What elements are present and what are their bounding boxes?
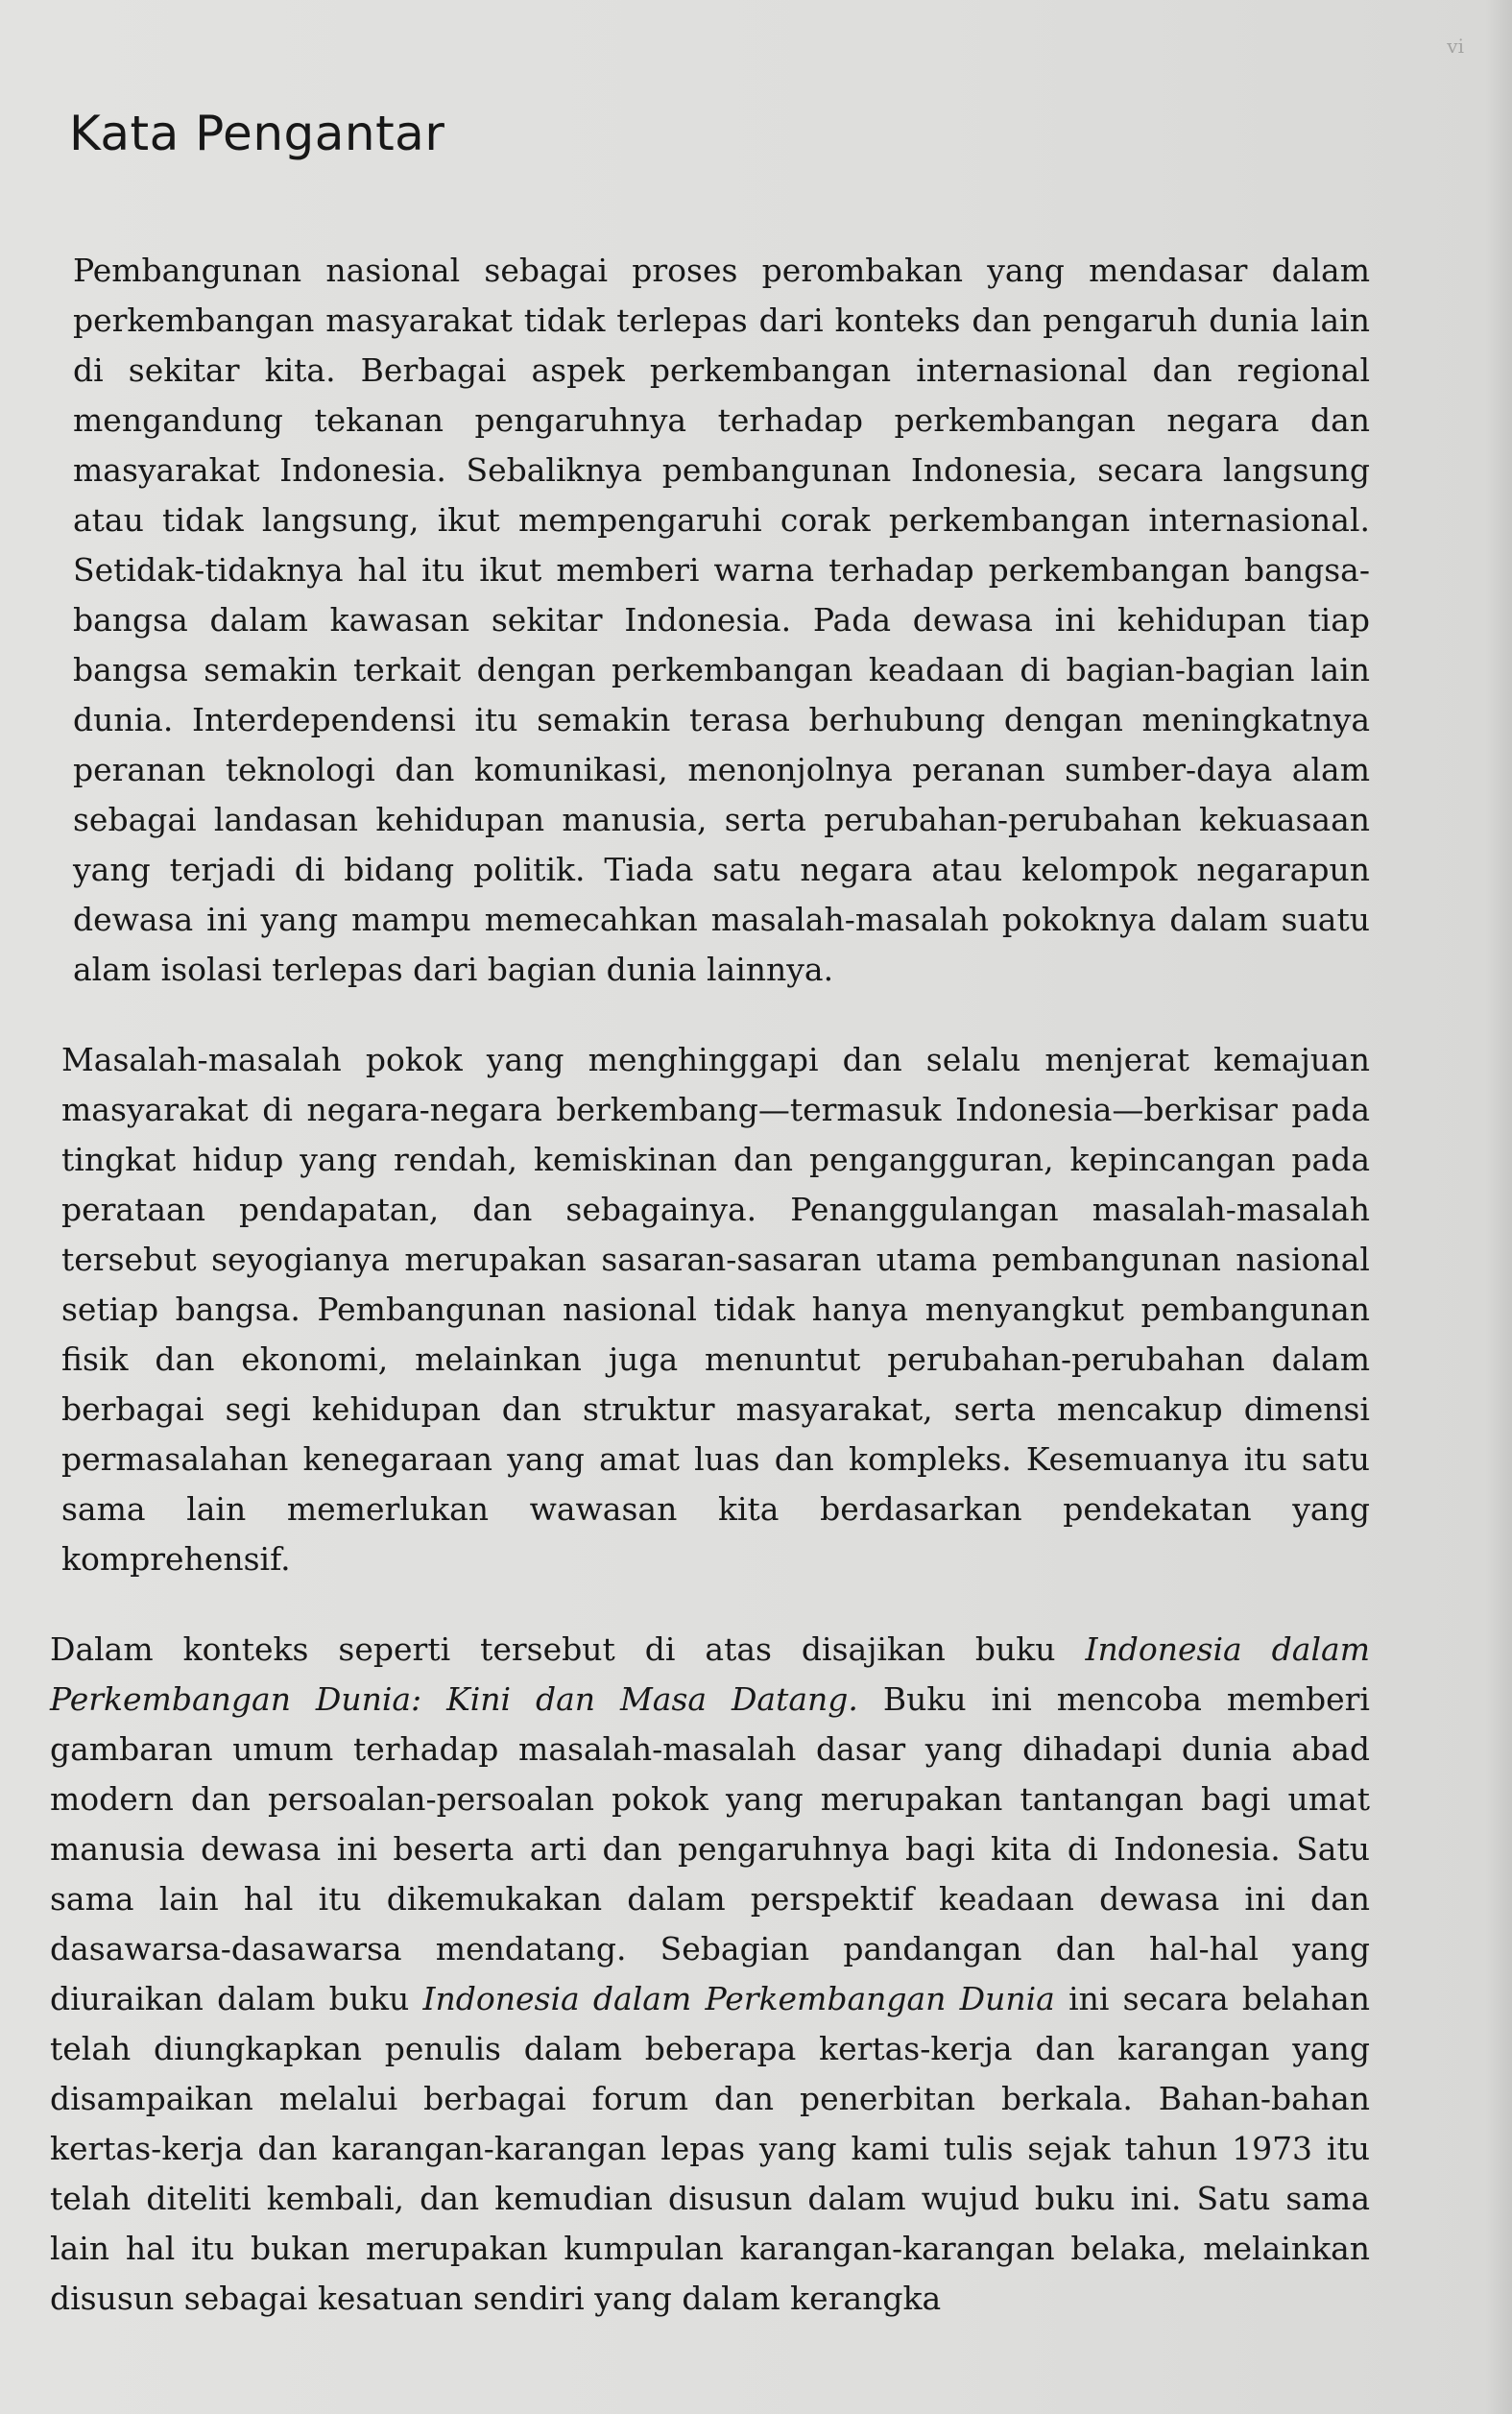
page-content	[50, 106, 1371, 2324]
paragraph-3	[50, 1625, 1370, 2324]
paragraph-1: Pembangunan nasional sebagai proses perombakan yang mendasar dalam perkembangan masyarakat tidak terlepas dari konteks dan pengaruh dunia lain di sekitar kita. Berbagai aspek perkembangan internasional dan regional mengandung tekanan pengaruhnya terhadap perkembangan negara dan masyarakat Indonesia. Sebaliknya pembangunan Indonesia, secara langsung atau tidak langsung, ikut mempengaruhi corak perkembangan internasional. Setidak-tidaknya hal itu ikut memberi warna terhadap perkembangan bangsa-bangsa dalam kawasan sekitar Indonesia. Pada dewasa ini kehidupan tiap bangsa semakin terkait dengan perkembangan keadaan di bagian-bagian lain dunia. Interdependensi itu semakin terasa berhubung dengan meningkatnya peranan teknologi dan komunikasi, menonjolnya peranan sumber-daya alam sebagai landasan kehidupan manusia, serta perubahan-perubahan kekuasaan yang terjadi di bidang politik. Tiada satu negara atau kelompok negarapun dewasa ini yang mampu memecahkan masalah-masalah pokoknya dalam suatu alam isolasi terlepas dari bagian dunia lainnya.	[73, 252, 1370, 988]
page-edge-shadow	[1485, 0, 1512, 2414]
paragraph-3-text-b: Buku ini mencoba memberi gambaran umum terhadap masalah-masalah dasar yang dihadapi dunia abad modern dan persoalan-persoalan pokok yang merupakan tantangan bagi umat manusia dewasa ini beserta arti dan pengaruhnya bagi kita di Indonesia. Satu sama lain hal itu dikemukakan dalam perspektif keadaan dewasa ini dan dasawarsa-dasawarsa mendatang. Sebagian pandangan dan hal-hal yang diuraikan dalam buku	[50, 1680, 1370, 2017]
paragraph-3-text-a: Dalam konteks seperti tersebut di atas disajikan buku	[50, 1630, 1086, 1668]
page-title: Kata Pengantar	[69, 106, 445, 161]
book-title-full: Indonesia dalam Perkembangan Dunia: Kini dan Masa Datang.	[50, 1630, 1371, 1718]
page-number: vi	[1447, 35, 1464, 58]
paragraph-2: Masalah-masalah pokok yang menghinggapi dan selalu menjerat kemajuan masyarakat di negara-negara berkembang—termasuk Indonesia—berkisar pada tingkat hidup yang rendah, kemiskinan dan pengangguran, kepincangan pada perataan pendapatan, dan sebagainya. Penanggulangan masalah-masalah tersebut seyogianya merupakan sasaran-sasaran utama pembangunan nasional setiap bangsa. Pembangunan nasional tidak hanya menyangkut pembangunan fisik dan ekonomi, melainkan juga menuntut perubahan-perubahan dalam berbagai segi kehidupan dan struktur masyarakat, serta mencakup dimensi permasalahan kenegaraan yang amat luas dan kompleks. Kesemuanya itu satu sama lain memerlukan wawasan kita berdasarkan pendekatan yang komprehensif.	[61, 1041, 1370, 1578]
book-title-short: Indonesia dalam Perkembangan Dunia	[422, 1980, 1055, 2017]
paragraph-3-text-c: ini secara belahan telah diungkapkan penulis dalam beberapa kertas-kerja dan karangan yang disampaikan melalui berbagai forum dan penerbitan berkala. Bahan-bahan kertas-kerja dan karangan-karangan lepas yang kami tulis sejak tahun 1973 itu telah diteliti kembali, dan kemudian disusun dalam wujud buku ini. Satu sama lain hal itu bukan merupakan kumpulan karangan-karangan belaka, melainkan disusun sebagai kesatuan sendiri yang dalam kerangka	[50, 1980, 1371, 2317]
